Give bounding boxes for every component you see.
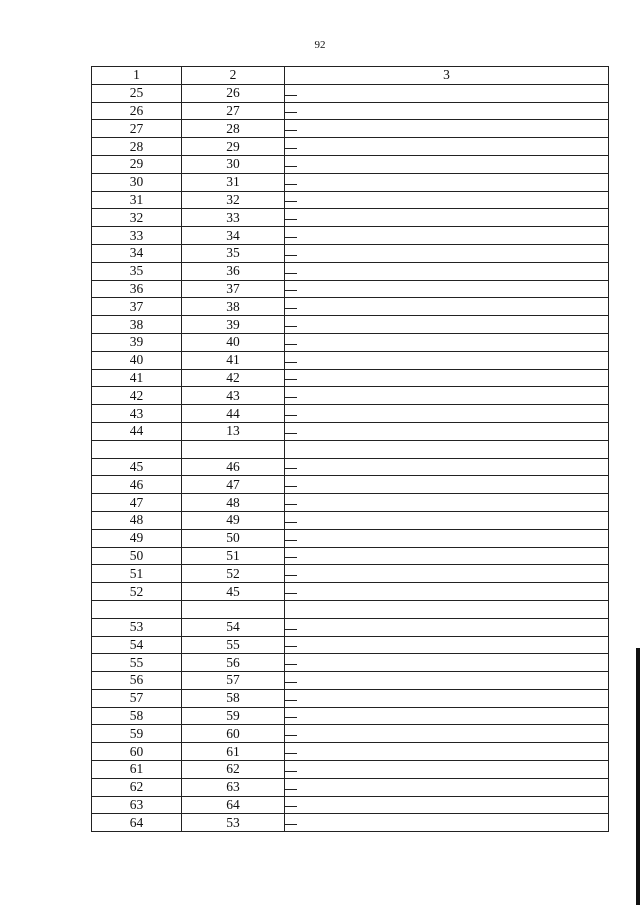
table-cell-col1: 57 [92,689,182,707]
dash-mark [285,201,297,202]
table-cell-col3 [285,547,609,565]
table-cell-col2: 37 [182,280,285,298]
table-row [92,547,609,565]
dash-mark [285,629,297,630]
dash-mark [285,771,297,772]
table-row [92,761,609,779]
table-cell-col2 [182,600,285,618]
table-cell-col1: 33 [92,227,182,245]
data-table [91,66,609,832]
table-row [92,458,609,476]
table-cell-col2: 62 [182,761,285,779]
table-cell-col1: 55 [92,654,182,672]
table-cell-col1: 26 [92,102,182,120]
table-cell-col2: 28 [182,120,285,138]
table-row [92,244,609,262]
table-cell-col1: 32 [92,209,182,227]
table-row [92,280,609,298]
table-cell-col2: 43 [182,387,285,405]
table-cell-col2: 42 [182,369,285,387]
table-cell-col2: 60 [182,725,285,743]
table-cell-col3 [285,494,609,512]
table-row [92,405,609,423]
dash-mark [285,468,297,469]
table-cell-col3 [285,369,609,387]
table-row [92,494,609,512]
table-cell-col1: 29 [92,155,182,173]
dash-mark [285,379,297,380]
dash-mark [285,593,297,594]
table-row [92,209,609,227]
table-cell-col3 [285,600,609,618]
table-cell-col3 [285,778,609,796]
table-cell-col3 [285,814,609,832]
dash-mark [285,504,297,505]
table-cell-col1 [92,440,182,458]
table-cell-col1: 53 [92,618,182,636]
table-cell-col2: 48 [182,494,285,512]
table-cell-col1: 40 [92,351,182,369]
table-row [92,636,609,654]
table-row [92,600,609,618]
table-cell-col1: 44 [92,422,182,440]
table-cell-col3 [285,209,609,227]
table-cell-col1 [92,600,182,618]
table-cell-col1: 37 [92,298,182,316]
dash-mark [285,415,297,416]
table-body [92,84,609,831]
dash-mark [285,575,297,576]
scan-edge-mark [636,648,640,905]
table-cell-col1: 42 [92,387,182,405]
table-cell-col3 [285,743,609,761]
table-row [92,743,609,761]
table-cell-col3 [285,422,609,440]
table-cell-col3 [285,636,609,654]
dash-mark [285,717,297,718]
table-cell-col2: 63 [182,778,285,796]
table-cell-col2: 44 [182,405,285,423]
dash-mark [285,326,297,327]
table-cell-col3 [285,298,609,316]
table-cell-col1: 45 [92,458,182,476]
table-cell-col1: 54 [92,636,182,654]
table-cell-col2: 59 [182,707,285,725]
dash-mark [285,664,297,665]
table-cell-col1: 27 [92,120,182,138]
dash-mark [285,130,297,131]
table-cell-col3 [285,689,609,707]
dash-mark [285,166,297,167]
column-header-3: 3 [285,67,609,85]
dash-mark [285,344,297,345]
dash-mark [285,806,297,807]
table-row [92,778,609,796]
dash-mark [285,112,297,113]
table-cell-col2: 52 [182,565,285,583]
table-cell-col1: 60 [92,743,182,761]
table-cell-col2: 35 [182,244,285,262]
table-cell-col2: 34 [182,227,285,245]
table-cell-col2: 30 [182,155,285,173]
dash-mark [285,753,297,754]
table-cell-col3 [285,761,609,779]
table-cell-col3 [285,458,609,476]
table-cell-col2: 39 [182,316,285,334]
table-cell-col1: 30 [92,173,182,191]
table-row [92,440,609,458]
table-cell-col1: 63 [92,796,182,814]
table-cell-col2: 36 [182,262,285,280]
table-cell-col3 [285,280,609,298]
table-row [92,618,609,636]
column-header-1: 1 [92,67,182,85]
table-cell-col3 [285,796,609,814]
dash-mark [285,397,297,398]
table-cell-col2: 27 [182,102,285,120]
table-row [92,316,609,334]
table-row [92,654,609,672]
table-cell-col3 [285,262,609,280]
dash-mark [285,557,297,558]
table-cell-col1: 59 [92,725,182,743]
table-row [92,422,609,440]
table-cell-col1: 49 [92,529,182,547]
table-cell-col3 [285,654,609,672]
table-cell-col1: 51 [92,565,182,583]
table-cell-col3 [285,707,609,725]
table-row [92,173,609,191]
table-cell-col2: 47 [182,476,285,494]
table-cell-col2: 53 [182,814,285,832]
table-row [92,689,609,707]
table-cell-col3 [285,316,609,334]
table-row [92,529,609,547]
table-row [92,155,609,173]
table-cell-col1: 58 [92,707,182,725]
table-cell-col2: 54 [182,618,285,636]
table-cell-col3 [285,583,609,601]
table-cell-col1: 56 [92,672,182,690]
table-row [92,511,609,529]
table-cell-col3 [285,529,609,547]
dash-mark [285,237,297,238]
table-cell-col1: 52 [92,583,182,601]
dash-mark [285,486,297,487]
dash-mark [285,148,297,149]
table-cell-col2: 32 [182,191,285,209]
table-cell-col1: 39 [92,333,182,351]
table-cell-col2: 56 [182,654,285,672]
table-cell-col3 [285,191,609,209]
table-row [92,387,609,405]
table-cell-col3 [285,227,609,245]
table-cell-col3 [285,440,609,458]
table-row [92,227,609,245]
dash-mark [285,824,297,825]
table-cell-col3 [285,405,609,423]
dash-mark [285,219,297,220]
table-cell-col3 [285,102,609,120]
dash-mark [285,522,297,523]
table-cell-col3 [285,672,609,690]
table-cell-col3 [285,173,609,191]
table-row [92,814,609,832]
table-row [92,725,609,743]
table-cell-col3 [285,84,609,102]
table-cell-col2 [182,440,285,458]
dash-mark [285,433,297,434]
column-header-2: 2 [182,67,285,85]
table-row [92,298,609,316]
table-cell-col3 [285,511,609,529]
table-cell-col1: 25 [92,84,182,102]
table-cell-col2: 58 [182,689,285,707]
table-cell-col2: 45 [182,583,285,601]
table-cell-col2: 13 [182,422,285,440]
table-cell-col1: 46 [92,476,182,494]
table-row [92,351,609,369]
table-cell-col3 [285,138,609,156]
table-cell-col1: 35 [92,262,182,280]
dash-mark [285,255,297,256]
table-cell-col2: 51 [182,547,285,565]
table-cell-col3 [285,351,609,369]
table-cell-col1: 34 [92,244,182,262]
dash-mark [285,646,297,647]
table-row [92,583,609,601]
table-cell-col1: 41 [92,369,182,387]
table-cell-col3 [285,244,609,262]
dash-mark [285,682,297,683]
table-cell-col1: 48 [92,511,182,529]
table-header-row [92,67,609,85]
dash-mark [285,184,297,185]
dash-mark [285,290,297,291]
table-cell-col2: 40 [182,333,285,351]
table-row [92,369,609,387]
table-cell-col2: 61 [182,743,285,761]
table-cell-col3 [285,333,609,351]
dash-mark [285,95,297,96]
table-cell-col1: 38 [92,316,182,334]
dash-mark [285,273,297,274]
table-cell-col2: 38 [182,298,285,316]
table-row [92,672,609,690]
table-cell-col2: 26 [182,84,285,102]
table-cell-col1: 62 [92,778,182,796]
dash-mark [285,789,297,790]
table-cell-col3 [285,725,609,743]
table-row [92,262,609,280]
table-cell-col3 [285,155,609,173]
table-cell-col1: 28 [92,138,182,156]
table-cell-col2: 31 [182,173,285,191]
table-row [92,102,609,120]
table-row [92,120,609,138]
dash-mark [285,700,297,701]
table-cell-col2: 64 [182,796,285,814]
dash-mark [285,362,297,363]
table-cell-col1: 61 [92,761,182,779]
dash-mark [285,735,297,736]
table-row [92,84,609,102]
table-row [92,796,609,814]
table-row [92,565,609,583]
table-cell-col2: 49 [182,511,285,529]
table-row [92,476,609,494]
table-cell-col3 [285,387,609,405]
dash-mark [285,308,297,309]
table-cell-col2: 33 [182,209,285,227]
table-row [92,191,609,209]
table-row [92,138,609,156]
table-cell-col2: 55 [182,636,285,654]
table-cell-col1: 31 [92,191,182,209]
table-cell-col3 [285,565,609,583]
table-cell-col2: 50 [182,529,285,547]
table-cell-col1: 47 [92,494,182,512]
table-cell-col2: 46 [182,458,285,476]
table-cell-col3 [285,120,609,138]
table-row [92,333,609,351]
table-cell-col1: 36 [92,280,182,298]
table-cell-col1: 64 [92,814,182,832]
table-cell-col2: 29 [182,138,285,156]
table-cell-col3 [285,476,609,494]
dash-mark [285,540,297,541]
table-cell-col2: 41 [182,351,285,369]
table-cell-col1: 43 [92,405,182,423]
table-row [92,707,609,725]
table-cell-col1: 50 [92,547,182,565]
table-cell-col2: 57 [182,672,285,690]
table-cell-col3 [285,618,609,636]
page-number: 92 [314,39,326,51]
